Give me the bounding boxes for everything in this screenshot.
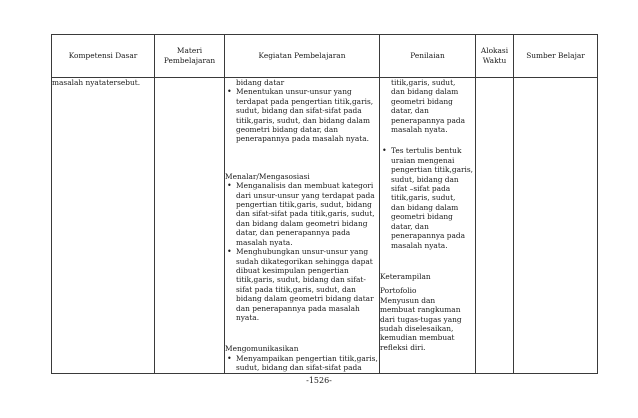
kegiatan-list-1 <box>225 87 379 143</box>
text-line: geometri bidang <box>391 212 453 222</box>
text-line: sifat –sifat pada <box>391 184 451 194</box>
kegiatan-bullet-2 <box>225 181 379 247</box>
text-line: sudut, bidang dan <box>391 174 459 184</box>
spacer <box>225 322 379 344</box>
penilaian-keterampilan-heading: Keterampilan <box>380 271 431 281</box>
section-heading-menalar: Menalar/Mengasosiasi <box>225 171 310 181</box>
text-line: datar, dan <box>391 106 429 116</box>
text-line: penerapannya pada masalah nyata. <box>236 134 369 144</box>
text-line: terdapat pada pengertian titik,garis, <box>236 96 374 106</box>
kegiatan-continued-line: bidang datar <box>236 78 285 87</box>
text-line: sudah dikategorikan sehingga dapat <box>236 256 373 266</box>
text-line: pengertian titik,garis, sudut, bidang <box>236 200 372 210</box>
text-line: • Menganalisis dan membuat kategori <box>236 181 374 191</box>
kegiatan-list-3 <box>225 354 379 373</box>
text-line: titik,garis, sudut, <box>391 78 456 87</box>
page-number: -1526- <box>306 376 332 385</box>
text-line: geometri bidang <box>391 96 453 106</box>
penilaian-portofolio <box>380 286 475 352</box>
text-line: dari unsur-unsur yang terdapat pada <box>236 190 375 200</box>
text-line: masalah nyata. <box>236 237 293 247</box>
header-kegiatan-pembelajaran: Kegiatan Pembelajaran <box>225 35 380 78</box>
text-line: masalah nyata. <box>391 125 448 135</box>
penilaian-bullet-tes-tertulis <box>380 146 475 249</box>
text-line: sudut, bidang dan sifat-sifat pada <box>236 106 362 116</box>
text-line: pengertian titik,garis, <box>391 165 474 175</box>
cell-sumber-belajar <box>514 78 598 374</box>
text-line: nyata. <box>236 312 260 322</box>
header-materi-line2: Pembelajaran <box>163 56 216 65</box>
text-line: sudah diselesaikan, <box>380 323 454 333</box>
text-line: dari tugas-tugas yang <box>380 314 462 324</box>
text-line: dan penerapannya pada masalah <box>236 303 360 313</box>
spacer <box>380 250 475 272</box>
lesson-plan-table <box>51 34 598 374</box>
kegiatan-bullet-3 <box>225 247 379 322</box>
text-line: uraian mengenai <box>391 155 455 165</box>
text-line: masalah nyata. <box>391 240 448 250</box>
text-line: titik,garis, sudut, <box>391 193 456 203</box>
text-line: • Menghubungkan unsur-unsur yang <box>236 247 369 257</box>
header-materi-line1: Materi <box>176 46 203 55</box>
kegiatan-bullet-1 <box>225 87 379 143</box>
cell-kompetensi-dasar <box>52 78 155 374</box>
cell-penilaian <box>380 78 476 374</box>
text-line: • Menentukan unsur-unsur yang <box>236 87 352 97</box>
text-line: dan bidang dalam <box>391 202 459 212</box>
header-materi-pembelajaran <box>155 35 225 78</box>
text-line: titik,garis, sudut, dan bidang dalam <box>236 115 370 125</box>
text-line: membuat rangkuman <box>380 305 461 315</box>
text-line: sifat pada titik,garis, sudut, dan <box>236 284 356 294</box>
table-header-row <box>52 35 598 78</box>
text-line: dan bidang dalam <box>391 87 459 97</box>
penilaian-list <box>380 146 475 249</box>
header-alokasi-line1: Alokasi <box>480 46 509 55</box>
text-line: datar, dan penerapannya pada <box>236 228 351 238</box>
text-line: kemudian membuat <box>380 333 455 343</box>
text-line: • Menyampaikan pengertian titik,garis, <box>236 353 378 363</box>
header-kompetensi-dasar: Kompetensi Dasar <box>52 35 155 78</box>
kegiatan-list-2 <box>225 181 379 322</box>
kompetensi-text: masalah nyatatersebut. <box>52 78 141 87</box>
text-line: dibuat kesimpulan pengertian <box>236 265 349 275</box>
text-line: dan bidang dalam geometri bidang <box>236 218 368 228</box>
spacer <box>225 144 379 172</box>
table-row <box>52 78 598 374</box>
text-line: bidang dalam geometri bidang datar <box>236 294 374 304</box>
text-line: dan sifat-sifat pada titik,garis, sudut, <box>236 209 375 219</box>
section-heading-mengomunikasikan: Mengomunikasikan <box>225 344 299 354</box>
kegiatan-bullet-4 <box>225 354 379 373</box>
header-sumber-belajar: Sumber Belajar <box>514 35 598 78</box>
header-penilaian: Penilaian <box>380 35 476 78</box>
cell-kegiatan-pembelajaran <box>225 78 380 374</box>
text-line: Menyusun dan <box>380 295 436 305</box>
text-line: penerapannya pada <box>391 115 466 125</box>
header-alokasi-line2: Waktu <box>482 56 507 65</box>
spacer <box>380 134 475 146</box>
text-line: penerapannya pada <box>391 231 466 241</box>
header-alokasi-waktu <box>476 35 514 78</box>
text-line: geometri bidang datar, dan <box>236 125 339 135</box>
text-line: Portofolio <box>380 286 417 296</box>
text-line: sudut, bidang dan sifat-sifat pada <box>236 363 362 373</box>
text-line: refleksi diri. <box>380 342 426 352</box>
penilaian-continued <box>380 78 475 134</box>
text-line: titik,garis, sudut, bidang dan sifat- <box>236 275 366 285</box>
cell-materi-pembelajaran <box>155 78 225 374</box>
cell-alokasi-waktu <box>476 78 514 374</box>
text-line: • Tes tertulis bentuk <box>391 146 462 156</box>
text-line: datar, dan <box>391 221 429 231</box>
